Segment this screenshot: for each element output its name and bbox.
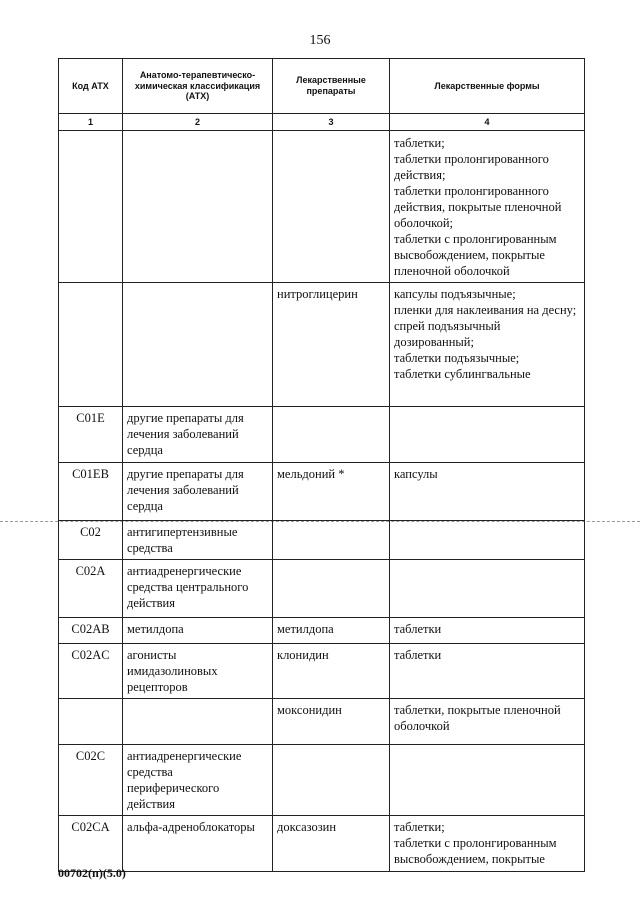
table-row: [59, 521, 585, 560]
atx-name: другие препараты для лечения заболеваний сердца: [123, 407, 273, 463]
header-dosage-forms: Лекарственные формы: [390, 59, 585, 114]
atx-name: [123, 699, 273, 745]
table-row: [59, 283, 585, 407]
atx-name: метилдопа: [123, 618, 273, 644]
table-header-row: [59, 59, 585, 114]
atx-name: [123, 283, 273, 407]
atx-name: [123, 131, 273, 283]
atx-code: C02C: [59, 745, 123, 816]
dosage-forms: [390, 560, 585, 618]
drug-name: нитроглицерин: [273, 283, 390, 407]
table-row: [59, 618, 585, 644]
column-number-row: [59, 114, 585, 131]
drug-name: моксонидин: [273, 699, 390, 745]
atx-name: альфа-адреноблокаторы: [123, 816, 273, 872]
dosage-forms: капсулы: [390, 463, 585, 521]
table-row: [59, 816, 585, 872]
table-row: [59, 131, 585, 283]
table-row: [59, 644, 585, 699]
atx-code: [59, 131, 123, 283]
drug-name: метилдопа: [273, 618, 390, 644]
header-drugs: Лекарственные препараты: [273, 59, 390, 114]
dosage-forms: таблетки: [390, 644, 585, 699]
atx-code: C01EB: [59, 463, 123, 521]
atx-name: антиадренергические средства периферического действия: [123, 745, 273, 816]
table-row: [59, 463, 585, 521]
atx-table: [58, 58, 585, 872]
atx-name: другие препараты для лечения заболеваний сердца: [123, 463, 273, 521]
atx-code: C02A: [59, 560, 123, 618]
drug-name: [273, 131, 390, 283]
dosage-forms: таблетки, покрытые пленочной оболочкой: [390, 699, 585, 745]
table-row: [59, 745, 585, 816]
drug-name: доксазозин: [273, 816, 390, 872]
dosage-forms: таблетки; таблетки с пролонгированным высвобождением, покрытые: [390, 816, 585, 872]
header-atx-classification: Анатомо-терапевтическо-химическая классификация (АТХ): [123, 59, 273, 114]
header-atx-code: Код АТХ: [59, 59, 123, 114]
dosage-forms: капсулы подъязычные; пленки для наклеивания на десну; спрей подъязычный дозированный; таблетки подъязычные; таблетки сублингвальные: [390, 283, 585, 407]
drug-name: [273, 407, 390, 463]
atx-code: [59, 283, 123, 407]
table-row: [59, 407, 585, 463]
drug-name: мельдоний *: [273, 463, 390, 521]
atx-name: агонисты имидазолиновых рецепторов: [123, 644, 273, 699]
atx-code: C02: [59, 521, 123, 560]
dosage-forms: [390, 745, 585, 816]
table-row: [59, 699, 585, 745]
document-code: 00702(п)(5.0): [58, 866, 126, 880]
drug-name: клонидин: [273, 644, 390, 699]
atx-name: антигипертензивные средства: [123, 521, 273, 560]
atx-code: C02AB: [59, 618, 123, 644]
atx-code: C02AC: [59, 644, 123, 699]
column-number: 1: [59, 114, 123, 131]
column-number: 2: [123, 114, 273, 131]
dosage-forms: [390, 407, 585, 463]
atx-code: [59, 699, 123, 745]
atx-code: C01E: [59, 407, 123, 463]
dosage-forms: таблетки: [390, 618, 585, 644]
atx-name: антиадренергические средства центрального действия: [123, 560, 273, 618]
table-row: [59, 560, 585, 618]
atx-code: C02CA: [59, 816, 123, 872]
dosage-forms: таблетки; таблетки пролонгированного действия; таблетки пролонгированного действия, покрытые пленочной оболочкой; таблетки с пролонгированным высвобождением, покрытые пленочной оболочкой: [390, 131, 585, 283]
column-number: 3: [273, 114, 390, 131]
drug-name: [273, 560, 390, 618]
page-number: 156: [309, 33, 331, 48]
drug-name: [273, 745, 390, 816]
drug-name: [273, 521, 390, 560]
column-number: 4: [390, 114, 585, 131]
dosage-forms: [390, 521, 585, 560]
